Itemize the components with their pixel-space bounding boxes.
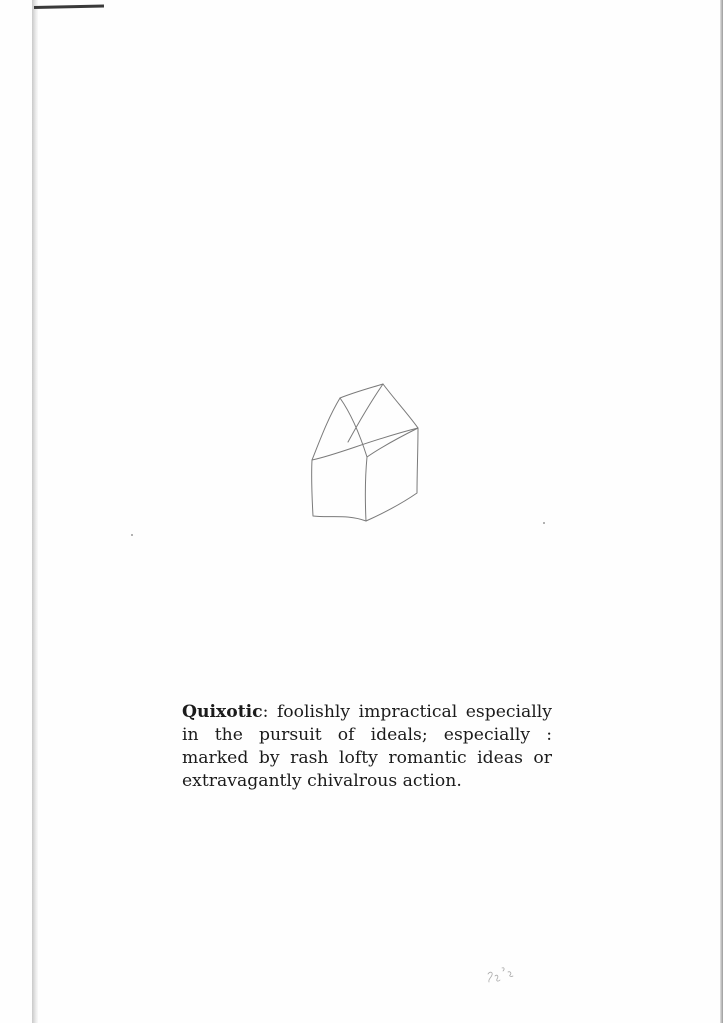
definition-term: Quixotic [182, 702, 263, 722]
definition-separator: : [262, 702, 269, 722]
definition-paragraph [182, 701, 552, 793]
house-sketch-icon [300, 380, 430, 530]
page-binding-edge [32, 0, 38, 1023]
top-edge-mark [34, 5, 104, 9]
paper-speck [131, 534, 133, 536]
definition-text: foolishly impractical especially in the pursuit of ideals; especially : marked by rash lofty romantic ideas or extravagantly chivalrous action. [182, 702, 552, 791]
paper-speck [543, 522, 545, 524]
pencil-scribble-icon [484, 964, 518, 986]
